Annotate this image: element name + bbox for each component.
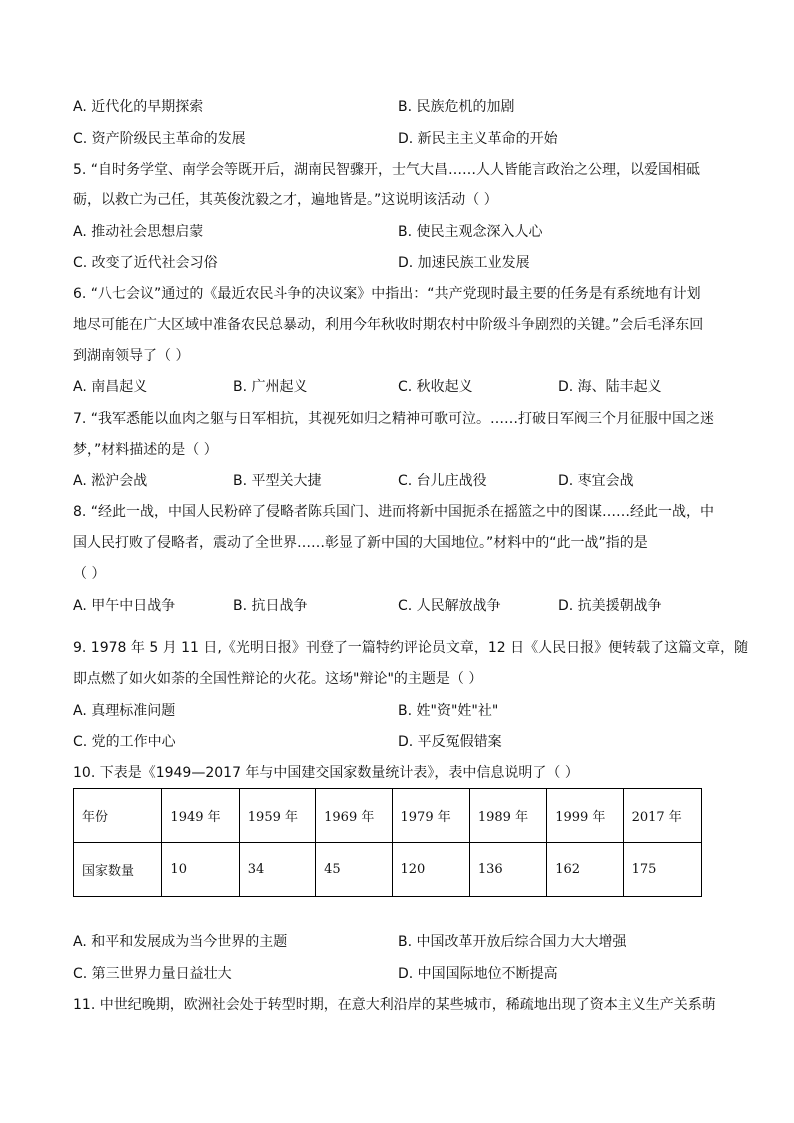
table-cell-year: 1959 年 <box>239 789 315 843</box>
table-cell-count: 45 <box>316 843 392 897</box>
q7-stem-line-2: 梦，”材料描述的是（ ） <box>73 442 218 458</box>
q4-option-d: D. 新民主主义革命的开始 <box>398 131 558 147</box>
q6-stem-line-1: 6. “八七会议”通过的《最近农民斗争的决议案》中指出：“共产党现时最主要的任务是有系统地有计划 <box>73 286 701 302</box>
table-row-count <box>74 843 702 897</box>
q4-option-a: A. 近代化的早期探索 <box>73 99 204 115</box>
q8-stem-line-2: 国人民打败了侵略者，震动了全世界……彰显了新中国的大国地位。”材料中的“此一战”指的是 <box>73 535 648 551</box>
table-cell-year: 1969 年 <box>316 789 392 843</box>
table-cell-year: 2017 年 <box>623 789 701 843</box>
q6-stem-line-2: 地尽可能在广大区域中准备农民总暴动，利用今年秋收时期农村中阶级斗争剧烈的关键。”会后毛泽东回 <box>73 317 704 333</box>
q5-stem-line-2: 砺，以救亡为己任，其英俊沈毅之才，遍地皆是。”这说明该活动（ ） <box>73 192 498 208</box>
diplomatic-relations-table <box>73 788 702 897</box>
q10-option-d: D. 中国国际地位不断提高 <box>398 966 558 982</box>
q7-option-b: B. 平型关大捷 <box>233 473 322 489</box>
table-cell-year: 1949 年 <box>162 789 239 843</box>
q5-option-c: C. 改变了近代社会习俗 <box>73 255 218 271</box>
q8-stem-line-1: 8. “经此一战，中国人民粉碎了侵略者陈兵国门、进而将新中国扼杀在摇篮之中的图谋……经此一战，中 <box>73 504 715 520</box>
q9-option-b: B. 姓"资"姓"社" <box>398 703 499 719</box>
q8-option-d: D. 抗美援朝战争 <box>558 598 662 614</box>
q5-option-d: D. 加速民族工业发展 <box>398 255 530 271</box>
q7-option-d: D. 枣宜会战 <box>558 473 634 489</box>
q9-option-a: A. 真理标准问题 <box>73 703 176 719</box>
q5-stem-line-1: 5. “自时务学堂、南学会等既开后，湖南民智骤开，士气大昌……人人皆能言政治之公理，以爱国相砥 <box>73 162 701 178</box>
q7-option-a: A. 淞沪会战 <box>73 473 148 489</box>
q11-stem-line-1: 11. 中世纪晚期，欧洲社会处于转型时期，在意大利沿岸的某些城市，稀疏地出现了资本主义生产关系萌 <box>73 997 716 1013</box>
q6-option-c: C. 秋收起义 <box>398 379 473 395</box>
q6-option-d: D. 海、陆丰起义 <box>558 379 662 395</box>
table-cell-year: 1979 年 <box>392 789 469 843</box>
q6-option-b: B. 广州起义 <box>233 379 308 395</box>
q8-option-b: B. 抗日战争 <box>233 598 308 614</box>
q10-option-b: B. 中国改革开放后综合国力大大增强 <box>398 934 627 950</box>
table-cell-count: 175 <box>623 843 701 897</box>
q6-option-a: A. 南昌起义 <box>73 379 148 395</box>
q10-option-c: C. 第三世界力量日益壮大 <box>73 966 232 982</box>
table-cell-year: 1989 年 <box>469 789 546 843</box>
q8-stem-line-3: （ ） <box>73 566 106 582</box>
table-cell-count: 120 <box>392 843 469 897</box>
q4-option-b: B. 民族危机的加剧 <box>398 99 515 115</box>
table-cell-count: 136 <box>469 843 546 897</box>
table-cell-count: 162 <box>547 843 623 897</box>
q5-option-b: B. 使民主观念深入人心 <box>398 224 543 240</box>
q10-stem-line-1: 10. 下表是《1949—2017 年与中国建交国家数量统计表》，表中信息说明了（ ） <box>73 765 579 781</box>
q7-option-c: C. 台儿庄战役 <box>398 473 487 489</box>
q7-stem-line-1: 7. “我军悉能以血肉之躯与日军相抗，其视死如归之精神可歌可泣。……打破日军阀三个月征服中国之迷 <box>73 411 715 427</box>
q4-option-c: C. 资产阶级民主革命的发展 <box>73 131 246 147</box>
q9-stem-line-1: 9. 1978 年 5 月 11 日,《光明日报》刊登了一篇特约评论员文章，12 日《人民日报》便转载了这篇文章，随 <box>73 640 749 656</box>
q9-option-d: D. 平反冤假错案 <box>398 734 502 750</box>
table-cell-count: 34 <box>239 843 315 897</box>
q8-option-c: C. 人民解放战争 <box>398 598 501 614</box>
q5-option-a: A. 推动社会思想启蒙 <box>73 224 204 240</box>
q6-stem-line-3: 到湖南领导了（ ） <box>73 348 190 364</box>
table-cell-year: 1999 年 <box>547 789 623 843</box>
table-cell-count: 10 <box>162 843 239 897</box>
q10-option-a: A. 和平和发展成为当今世界的主题 <box>73 934 288 950</box>
q9-stem-line-2: 即点燃了如火如荼的全国性辩论的火花。这场"辩论"的主题是（ ） <box>73 671 483 687</box>
table-header-count: 国家数量 <box>74 843 162 897</box>
q9-option-c: C. 党的工作中心 <box>73 734 176 750</box>
table-row-year <box>74 789 702 843</box>
q8-option-a: A. 甲午中日战争 <box>73 598 176 614</box>
table-header-year: 年份 <box>74 789 162 843</box>
